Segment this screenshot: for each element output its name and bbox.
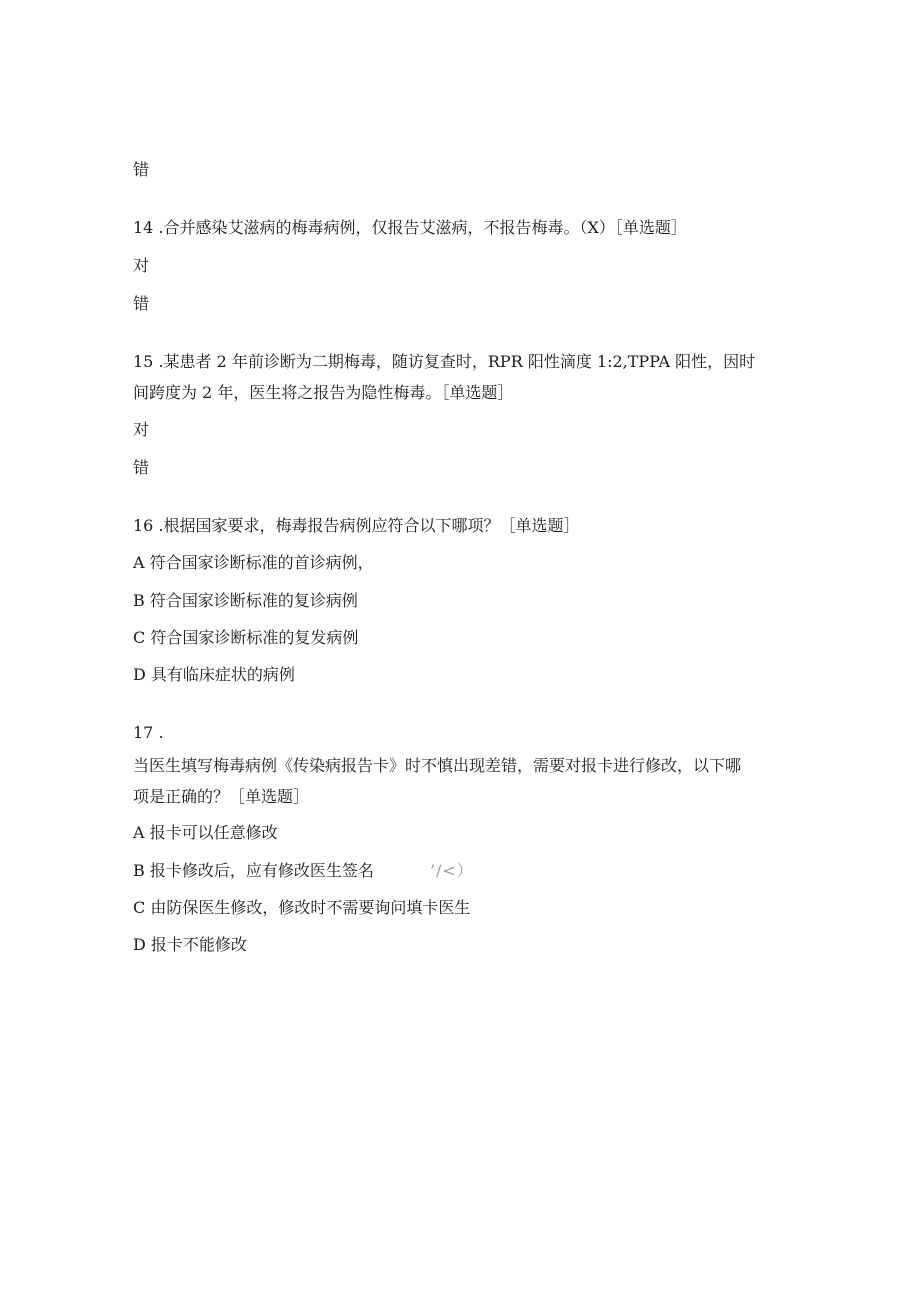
option-q16-d[interactable]: D 具有临床症状的病例 <box>133 665 295 684</box>
option-q17-c[interactable]: C 由防保医生修改，修改时不需要询问填卡医生 <box>133 898 471 917</box>
option-q16-b[interactable]: B 符合国家诊断标准的复诊病例 <box>133 591 358 610</box>
option-q17-b[interactable] <box>133 856 474 886</box>
question-17-line1: 当医生填写梅毒病例《传染病报告卡》时不慎出现差错，需要对报卡进行修改，以下哪 <box>133 756 742 775</box>
option-q17-b-label: B 报卡修改后，应有修改医生签名 <box>133 861 374 880</box>
question-16: 16 .根据国家要求，梅毒报告病例应符合以下哪项？［单选题］ <box>133 516 580 535</box>
handwritten-mark: ’/<） <box>429 861 474 880</box>
question-15-line2: 间跨度为 2 年，医生将之报告为隐性梅毒。［单选题］ <box>133 383 514 402</box>
option-q17-a[interactable]: A 报卡可以任意修改 <box>133 823 278 842</box>
option-q15-b[interactable]: 错 <box>133 458 150 477</box>
option-q17-d[interactable]: D 报卡不能修改 <box>133 935 247 954</box>
question-14: 14 .合并感染艾滋病的梅毒病例，仅报告艾滋病，不报告梅毒。（X）［单选题］ <box>133 218 687 237</box>
option-q14-b[interactable]: 错 <box>133 294 150 313</box>
question-15-line1: 15 .某患者 2 年前诊断为二期梅毒，随访复查时，RPR 阳性滴度 1:2,TPPA 阳性，因时 <box>133 352 756 371</box>
option-q15-a[interactable]: 对 <box>133 420 150 439</box>
question-17-line2: 项是正确的？［单选题］ <box>133 787 310 806</box>
option-q13-b[interactable]: 错 <box>133 160 150 179</box>
question-17-number: 17 . <box>133 723 164 742</box>
option-q16-c[interactable]: C 符合国家诊断标准的复发病例 <box>133 628 359 647</box>
option-q14-a[interactable]: 对 <box>133 256 150 275</box>
option-q16-a[interactable]: A 符合国家诊断标准的首诊病例， <box>133 553 374 572</box>
